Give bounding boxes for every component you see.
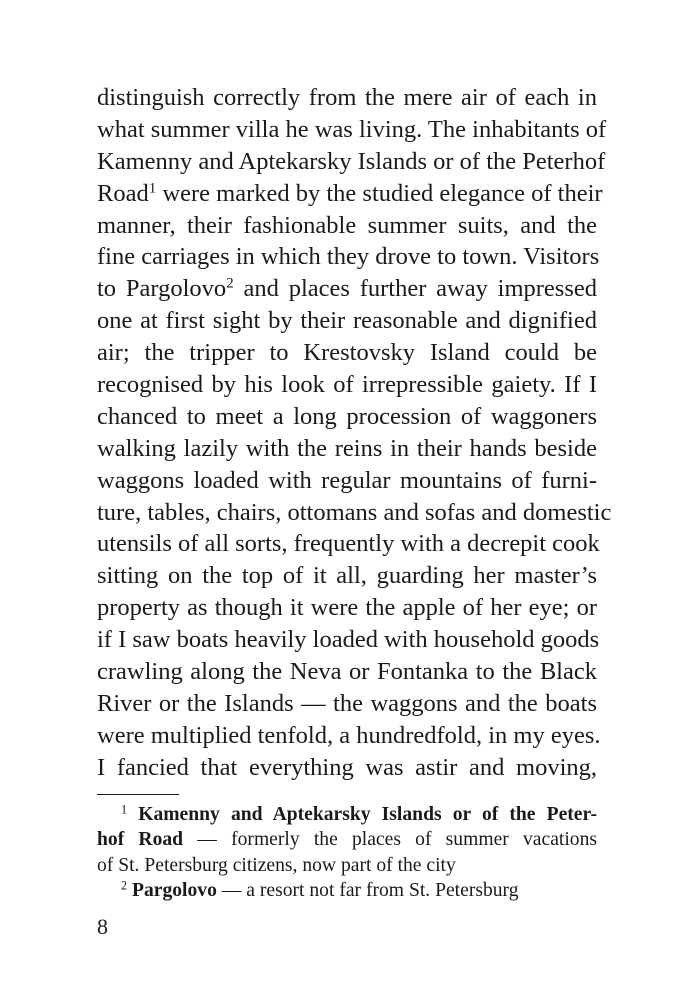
text-line: fine carriages in which they drove to town. Visitors bbox=[97, 243, 600, 271]
footnote-term: Kamenny and Aptekarsky Islands or of the Peter- bbox=[138, 804, 598, 825]
text-fragment: were marked by the studied elegance of their bbox=[162, 179, 603, 207]
text-line: if I saw boats heavily loaded with household goods bbox=[97, 626, 600, 654]
text-line: ture, tables, chairs, ottomans and sofas and domestic bbox=[97, 498, 612, 526]
text-line: walking lazily with the reins in their hands beside bbox=[97, 434, 597, 462]
text-fragment: to Pargolovo bbox=[97, 275, 227, 303]
footnote-marker: 1 bbox=[121, 802, 128, 817]
footnote-text: — formerly the places of summer vacations bbox=[197, 829, 598, 851]
footnote-term: hof Road bbox=[97, 829, 184, 851]
text-line: sitting on the top of it all, guarding her master’s bbox=[97, 562, 597, 590]
footnote-ref-2: 2 bbox=[226, 275, 234, 292]
footnote-1 bbox=[97, 802, 597, 827]
text-line: chanced to meet a long procession of waggoners bbox=[97, 402, 597, 430]
text-line: what summer villa he was living. The inhabitants of bbox=[97, 115, 607, 143]
footnote-divider bbox=[97, 794, 179, 795]
text-line: property as though it were the apple of her eye; or bbox=[97, 594, 597, 622]
text-line bbox=[97, 273, 597, 305]
text-fragment: Road bbox=[97, 179, 149, 207]
footnotes bbox=[97, 802, 597, 903]
footnote-1-line bbox=[97, 827, 597, 852]
text-line: air; the tripper to Krestovsky Island could be bbox=[97, 339, 597, 367]
text-line: crawling along the Neva or Fontanka to the Black bbox=[97, 658, 597, 686]
text-line: recognised by his look of irrepressible gaiety. If I bbox=[97, 371, 597, 399]
main-paragraph bbox=[97, 82, 612, 784]
footnote-marker: 2 bbox=[121, 878, 128, 893]
footnote-ref-1: 1 bbox=[148, 179, 157, 197]
footnote-term: Pargolovo bbox=[131, 879, 217, 901]
text-line: were multiplied tenfold, a hundredfold, in my eyes. bbox=[97, 721, 601, 749]
text-line: manner, their fashionable summer suits, and the bbox=[97, 211, 597, 239]
footnote-1-line: of St. Petersburg citizens, now part of the city bbox=[97, 854, 456, 876]
page-number: 8 bbox=[97, 914, 108, 939]
text-line: one at first sight by their reasonable and dignified bbox=[97, 307, 597, 335]
text-line: distinguish correctly from the mere air of each in bbox=[97, 84, 597, 111]
footnote-text: — a resort not far from St. Petersburg bbox=[221, 879, 519, 901]
text-line: Kamenny and Aptekarsky Islands or of the Peterhof bbox=[97, 147, 606, 175]
text-line: waggons loaded with regular mountains of furni- bbox=[97, 466, 597, 494]
text-line: I fancied that everything was astir and moving, bbox=[97, 753, 597, 781]
text-line bbox=[97, 178, 603, 210]
text-line: utensils of all sorts, frequently with a decrepit cook bbox=[97, 530, 600, 558]
text-fragment: and places further away impressed bbox=[243, 275, 597, 303]
footnote-2 bbox=[97, 878, 597, 903]
text-line: River or the Islands — the waggons and the boats bbox=[97, 689, 597, 717]
